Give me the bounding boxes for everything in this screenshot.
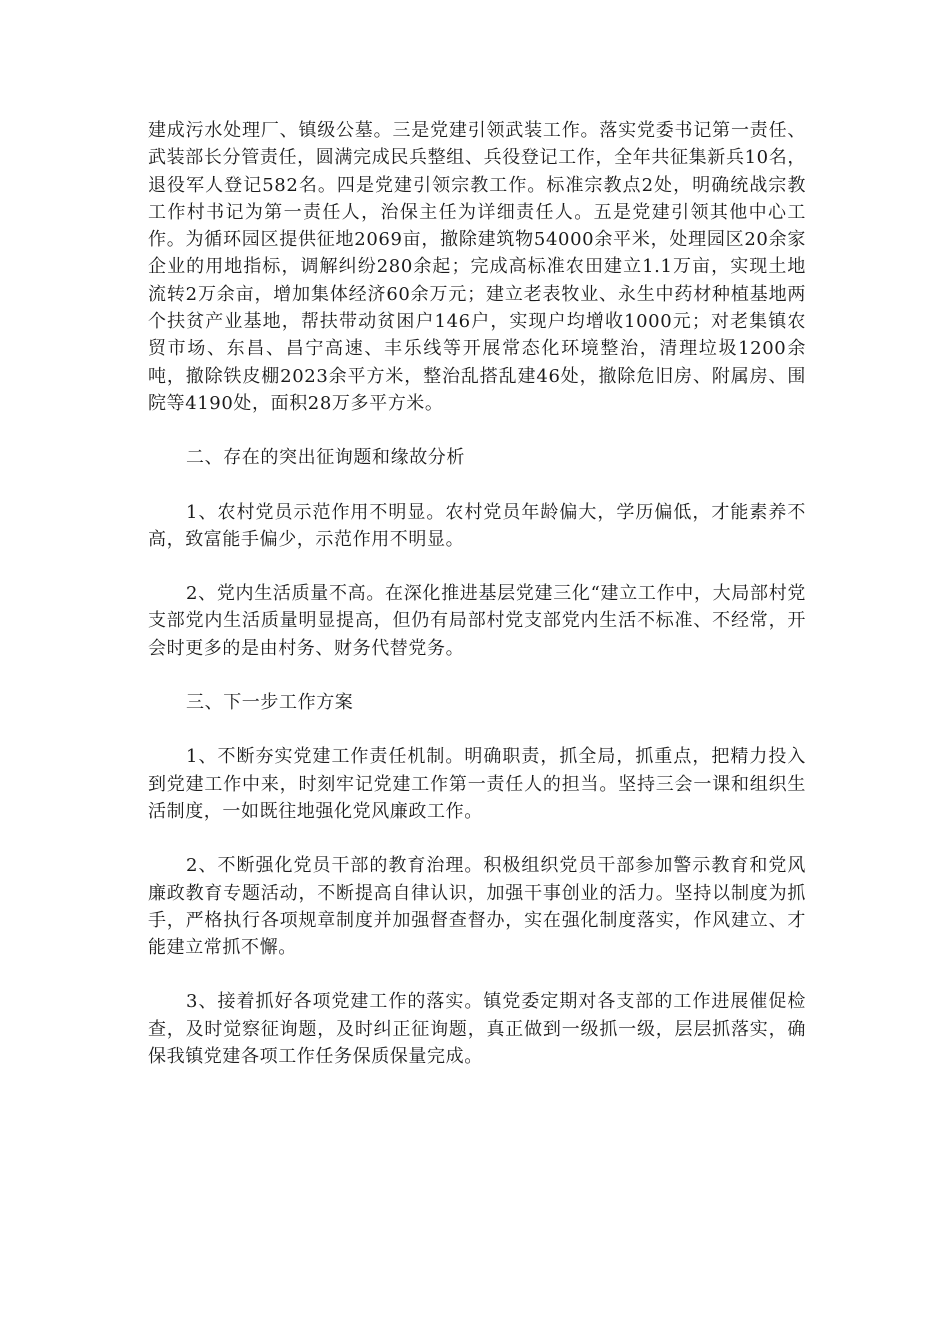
section-heading-next-steps: 三、下一步工作方案 xyxy=(186,692,354,714)
paragraph-plan-1: 1、不断夯实党建工作责任机制。明确职责，抓全局，抓重点，把精力投入到党建工作中来，时刻牢记党建工作第一责任人的担当。坚持三会一课和组织生活制度，一如既往地强化党风廉政工作。 xyxy=(148,746,806,822)
paragraph-plan-3: 3、接着抓好各项党建工作的落实。镇党委定期对各支部的工作进展催促检查，及时觉察征询题，及时纠正征询题，真正做到一级抓一级，层层抓落实，确保我镇党建各项工作任务保质保量完成。 xyxy=(148,991,806,1068)
section-heading-problems: 二、存在的突出征询题和缘故分析 xyxy=(186,447,465,469)
document-body xyxy=(148,117,806,1097)
paragraph-plan-2: 2、不断强化党员干部的教育治理。积极组织党员干部参加警示教育和党风廉政教育专题活动，不断提高自律认识，加强干事创业的活力。坚持以制度为抓手，严格执行各项规章制度并加强督查督办，实在强化制度落实，作风建立、才能建立常抓不懈。 xyxy=(148,855,806,959)
paragraph-continuation: 建成污水处理厂、镇级公墓。三是党建引领武装工作。落实党委书记第一责任、武装部长分管责任，圆满完成民兵整组、兵役登记工作，全年共征集新兵10名，退役军人登记582名。四是党建引领宗教工作。标准宗教点2处，明确统战宗教工作村书记为第一责任人，治保主任为详细责任人。五是党建引领其他中心工作。为循环园区提供征地2069亩，撤除建筑物54000余平米，处理园区20余家企业的用地指标，调解纠纷280余起；完成高标准农田建立1.1万亩，实现土地流转2万余亩，增加集体经济60余万元；建立老表牧业、永生中药材种植基地两个扶贫产业基地，帮扶带动贫困户146户，实现户均增收1000元；对老集镇农贸市场、东昌、昌宁高速、丰乐线等开展常态化环境整治，清理垃圾1200余吨，撤除铁皮棚2023余平方米，整治乱搭乱建46处，撤除危旧房、附属房、围院等4190处，面积28万多平方米。 xyxy=(148,120,806,414)
paragraph-problem-1: 1、农村党员示范作用不明显。农村党员年龄偏大，学历偏低，才能素养不高，致富能手偏少，示范作用不明显。 xyxy=(148,501,806,550)
paragraph-problem-2: 2、党内生活质量不高。在深化推进基层党建三化“建立工作中，大局部村党支部党内生活质量明显提高，但仍有局部村党支部党内生活不标准、不经常，开会时更多的是由村务、财务代替党务。 xyxy=(148,583,806,659)
